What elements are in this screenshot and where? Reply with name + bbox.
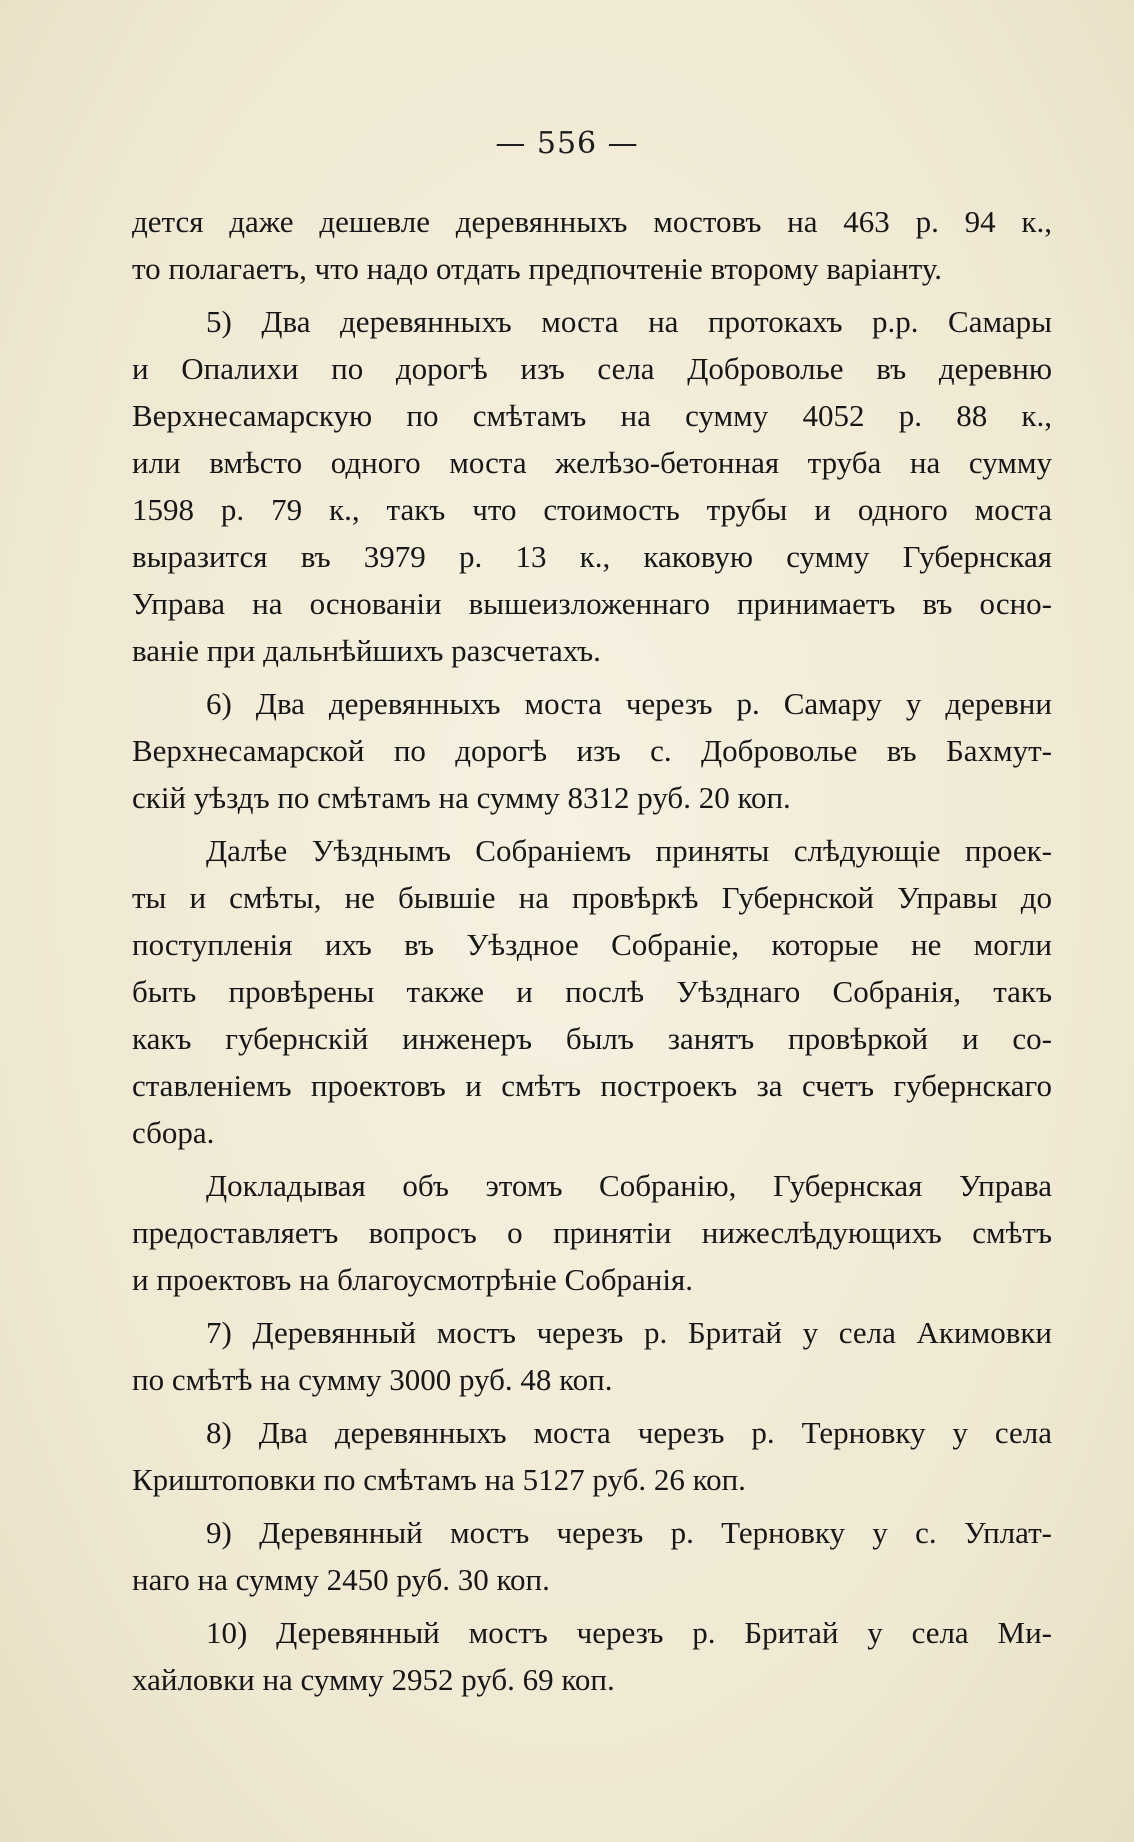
body-text	[132, 198, 1052, 1703]
text-line: сбора.	[132, 1115, 215, 1150]
text-line: Далѣе Уѣзднымъ Собраніемъ приняты слѣдующіе проек-	[206, 833, 1052, 868]
page-number: — 556 —	[495, 126, 639, 161]
text-line: ваніе при дальнѣйшихъ разсчетахъ.	[132, 633, 601, 668]
text-line: дется даже дешевле деревянныхъ мостовъ на 463 р. 94 к.,	[132, 204, 1052, 239]
paragraph-6	[132, 1309, 1052, 1403]
text-line: Верхнесамарской по дорогѣ изъ с. Доброволье въ Бахмут-	[132, 733, 1052, 768]
text-line: Докладывая объ этомъ Собранію, Губернская Управа	[206, 1168, 1052, 1203]
text-line: поступленія ихъ въ Уѣздное Собраніе, которые не могли	[132, 927, 1052, 962]
text-line: 10) Деревянный мостъ черезъ р. Бритай у села Ми-	[206, 1615, 1052, 1650]
text-line: какъ губернскій инженеръ былъ занятъ провѣркой и со-	[132, 1021, 1052, 1056]
paragraph-1	[132, 198, 1052, 292]
text-line: 7) Деревянный мостъ черезъ р. Бритай у села Акимовки	[206, 1315, 1052, 1350]
text-line: выразится въ 3979 р. 13 к., каковую сумму Губернская	[132, 539, 1052, 574]
paragraph-8	[132, 1509, 1052, 1603]
text-line: и проектовъ на благоусмотрѣніе Собранія.	[132, 1262, 693, 1297]
text-line: по смѣтѣ на сумму 3000 руб. 48 коп.	[132, 1362, 613, 1397]
paragraph-4	[132, 827, 1052, 1156]
text-line: Верхнесамарскую по смѣтамъ на сумму 4052 р. 88 к.,	[132, 398, 1052, 433]
text-line: 5) Два деревянныхъ моста на протокахъ р.р. Самары	[206, 304, 1052, 339]
text-line: и Опалихи по дорогѣ изъ села Доброволье въ деревню	[132, 351, 1052, 386]
text-line: хайловки на сумму 2952 руб. 69 коп.	[132, 1662, 615, 1697]
paragraph-2	[132, 298, 1052, 674]
paragraph-5	[132, 1162, 1052, 1303]
text-line: ставленіемъ проектовъ и смѣтъ построекъ за счетъ губернскаго	[132, 1068, 1052, 1103]
text-line: 9) Деревянный мостъ черезъ р. Терновку у с. Уплат-	[206, 1515, 1052, 1550]
text-line: быть провѣрены также и послѣ Уѣзднаго Собранія, такъ	[132, 974, 1052, 1009]
text-line: Криштоповки по смѣтамъ на 5127 руб. 26 коп.	[132, 1462, 746, 1497]
paragraph-3	[132, 680, 1052, 821]
text-line: 6) Два деревянныхъ моста черезъ р. Самару у деревни	[206, 686, 1052, 721]
text-line: или вмѣсто одного моста желѣзо-бетонная труба на сумму	[132, 445, 1052, 480]
text-line: 8) Два деревянныхъ моста черезъ р. Терновку у села	[206, 1415, 1052, 1450]
text-line: Управа на основаніи вышеизложеннаго принимаетъ въ осно-	[132, 586, 1052, 621]
text-line: наго на сумму 2450 руб. 30 коп.	[132, 1562, 550, 1597]
text-line: скій уѣздъ по смѣтамъ на сумму 8312 руб. 20 коп.	[132, 780, 791, 815]
text-line: то полагаетъ, что надо отдать предпочтеніе второму варіанту.	[132, 251, 942, 286]
paragraph-7	[132, 1409, 1052, 1503]
text-line: 1598 р. 79 к., такъ что стоимость трубы и одного моста	[132, 492, 1052, 527]
text-line: ты и смѣты, не бывшіе на провѣркѣ Губернской Управы до	[132, 880, 1052, 915]
paragraph-9	[132, 1609, 1052, 1703]
text-line: предоставляетъ вопросъ о принятіи нижеслѣдующихъ смѣтъ	[132, 1215, 1052, 1250]
